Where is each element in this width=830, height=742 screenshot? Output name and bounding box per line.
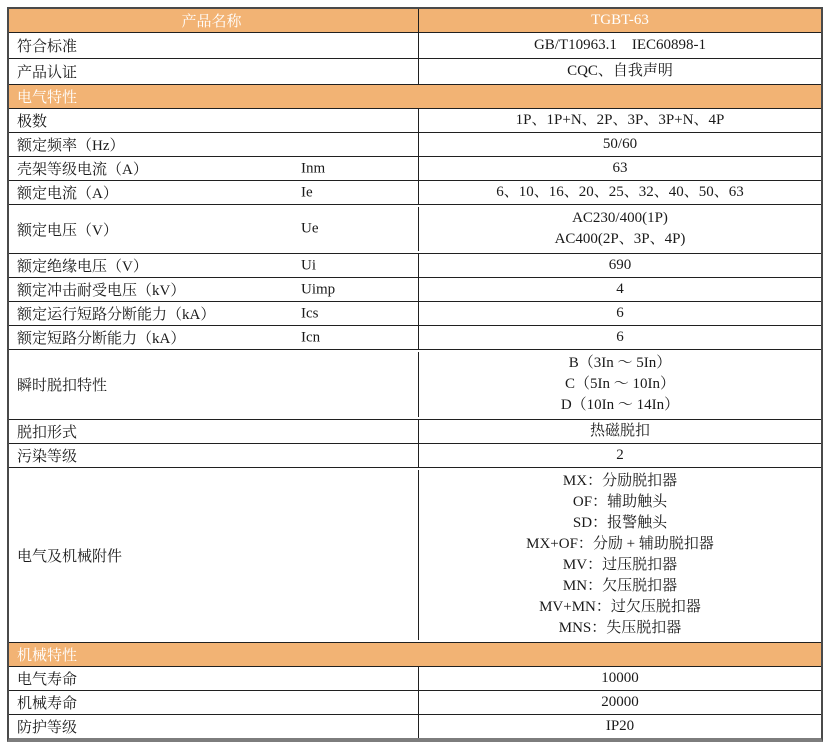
row-label: 电气寿命 — [17, 672, 78, 688]
header-right-cell — [419, 9, 821, 32]
row-value: D（10In ～ 14In） — [560, 397, 680, 413]
product-name-label: 产品名称 — [181, 14, 242, 30]
row-symbol: Ics — [301, 305, 319, 321]
table-row — [9, 32, 821, 58]
row-value: C（5In ～ 10In） — [565, 376, 675, 392]
row-value: MV：过压脱扣器 — [562, 557, 678, 573]
row-value: 2 — [616, 447, 624, 463]
row-value: B（3In ～ 5In） — [568, 355, 672, 371]
table-row — [9, 467, 821, 642]
row-value: IP20 — [605, 718, 635, 734]
table-row — [9, 277, 821, 301]
row-label: 机械寿命 — [17, 696, 78, 712]
row-value: SD：报警触头 — [572, 515, 668, 531]
row-value: 6、10、16、20、25、32、40、50、63 — [496, 184, 744, 200]
table-row — [9, 180, 821, 204]
row-symbol: Ui — [301, 257, 316, 273]
row-label: 污染等级 — [17, 449, 78, 465]
row-label: 电气及机械附件 — [17, 548, 123, 565]
table-row — [9, 204, 821, 253]
table-row — [9, 132, 821, 156]
row-value: 690 — [608, 257, 632, 273]
row-value: 6 — [616, 305, 624, 321]
table-row — [9, 301, 821, 325]
row-label: 瞬时脱扣特性 — [17, 378, 108, 394]
table-row — [9, 690, 821, 714]
table-row — [9, 419, 821, 443]
table-row — [9, 443, 821, 467]
table-row — [9, 325, 821, 349]
row-label: 额定运行短路分断能力（kA） — [17, 307, 216, 323]
row-label: 符合标准 — [17, 39, 78, 55]
row-label: 产品认证 — [17, 65, 78, 81]
row-value: AC230/400(1P) — [572, 210, 668, 226]
row-value: 20000 — [601, 694, 639, 710]
row-symbol: Icn — [301, 329, 321, 345]
row-symbol: Inm — [301, 160, 326, 176]
table-row — [9, 714, 821, 738]
row-label: 额定短路分断能力（kA） — [17, 331, 186, 347]
row-label: 脱扣形式 — [17, 425, 78, 441]
section-title: 机械特性 — [17, 648, 78, 664]
table-row — [9, 156, 821, 180]
row-label: 额定电压（V） — [17, 222, 118, 239]
row-value: OF：辅助触头 — [572, 494, 668, 510]
row-label: 额定电流（A） — [17, 186, 118, 202]
row-value: 1P、1P+N、2P、3P、3P+N、4P — [515, 112, 725, 128]
row-value: AC400(2P、3P、4P) — [554, 231, 686, 247]
section-header-electrical — [9, 84, 821, 108]
table-row — [9, 108, 821, 132]
row-symbol: Ue — [301, 220, 319, 237]
row-value: 4 — [616, 281, 624, 297]
table-header-row — [9, 9, 821, 32]
row-value: CQC、自我声明 — [567, 63, 673, 79]
row-value: 热磁脱扣 — [589, 423, 650, 439]
table-row — [9, 349, 821, 419]
product-spec-table — [7, 7, 823, 742]
row-value: MN：欠压脱扣器 — [562, 578, 678, 594]
row-value: 50/60 — [602, 136, 638, 152]
row-label: 额定频率（Hz） — [17, 138, 125, 154]
row-value: 6 — [616, 329, 624, 345]
table-row — [9, 666, 821, 690]
row-value: GB/T10963.1 IEC60898-1 — [533, 37, 707, 53]
product-model-value: TGBT-63 — [591, 12, 649, 28]
header-left-cell — [9, 9, 419, 32]
row-value: MNS：失压脱扣器 — [558, 620, 682, 636]
row-label: 额定冲击耐受电压（kV） — [17, 283, 186, 299]
row-value: 10000 — [601, 670, 639, 686]
section-title: 电气特性 — [17, 90, 78, 106]
row-value: MX+OF：分励 + 辅助脱扣器 — [526, 536, 714, 552]
row-value: MV+MN：过欠压脱扣器 — [539, 599, 701, 615]
table-row — [9, 58, 821, 84]
row-value: MX：分励脱扣器 — [562, 473, 678, 489]
row-label: 防护等级 — [17, 720, 78, 736]
section-header-mechanical — [9, 642, 821, 666]
row-label: 壳架等级电流（A） — [17, 162, 148, 178]
table-row — [9, 253, 821, 277]
row-label: 极数 — [17, 114, 48, 130]
row-label: 额定绝缘电压（V） — [17, 259, 148, 275]
row-symbol: Ie — [301, 184, 313, 200]
row-symbol: Uimp — [301, 281, 336, 297]
row-value: 63 — [612, 160, 628, 176]
